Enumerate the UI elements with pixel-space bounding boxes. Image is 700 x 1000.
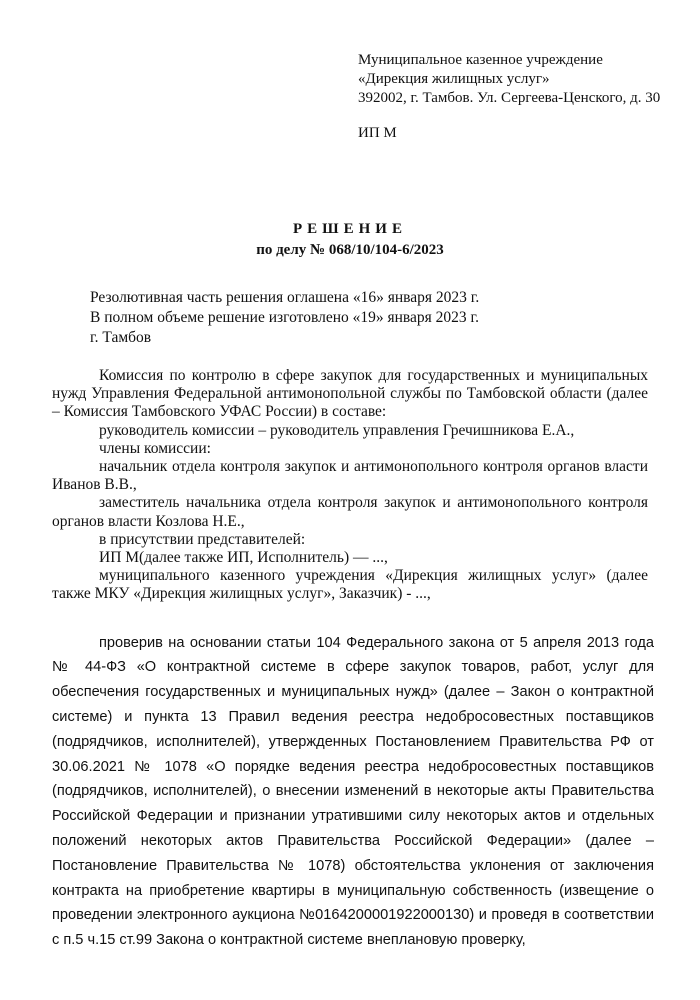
addressee-org-type: Муниципальное казенное учреждение	[358, 52, 603, 68]
addressee-block	[358, 51, 660, 143]
customer-representative: муниципального казенного учреждения «Дирекция жилищных услуг» (далее также МКУ «Дирекция жилищных услуг», Заказчик) - ...,	[52, 567, 648, 603]
ip-representative: ИП М(далее также ИП, Исполнитель) — ...,	[99, 549, 388, 567]
chair-line: руководитель комиссии – руководитель управления Гречишникова Е.А.,	[99, 421, 575, 439]
title-block	[0, 218, 700, 260]
addressee-spacer	[358, 108, 660, 124]
members-label: члены комиссии:	[99, 439, 211, 457]
presence-label: в присутствии представителей:	[99, 530, 306, 548]
announced-date-line: Резолютивная часть решения оглашена «16» января 2023 г.	[90, 289, 480, 306]
member-1: начальник отдела контроля закупок и антимонопольного контроля органов власти Иванов В.В.,	[52, 458, 648, 494]
case-number: по делу № 068/10/104-6/2023	[256, 242, 444, 258]
full-decision-date-line: В полном объеме решение изготовлено «19» января 2023 г.	[90, 309, 480, 326]
verification-paragraph: проверив на основании статьи 104 Федерального закона от 5 апреля 2013 года № 44-ФЗ «О контрактной системе в сфере закупок товаров, работ, услуг для обеспечения государственных и муниципальных нужд» (далее – Закон о контрактной системе) и пункта 13 Правил ведения реестра недобросовестных поставщиков (подрядчиков, исполнителей), утвержденных Постановлением Правительства РФ от 30.06.2021 № 1078 «О порядке ведения реестра недобросовестных поставщиков (подрядчиков, исполнителей), о внесении изменений в некоторые акты Правительства Российской Федерации и признании утратившими силу некоторых актов и отдельных положений некоторых актов Правительства Российской Федерации» (далее – Постановление Правительства № 1078) обстоятельства уклонения от заключения контракта на приобретение квартиры в муниципальную собственность (извещение о проведении электронного аукциона №0164200001922000130) и проведя в соответствии с п.5 ч.15 ст.99 Закона о контрактной системе внеплановую проверку,	[52, 634, 654, 949]
addressee-ip: ИП М	[358, 125, 397, 141]
city-line: г. Тамбов	[90, 329, 152, 346]
addressee-org-name: «Дирекция жилищных услуг»	[358, 71, 550, 87]
document-title: РЕШЕНИЕ	[293, 221, 407, 237]
addressee-address: 392002, г. Тамбов. Ул. Сергеева-Ценского, д. 30	[358, 90, 661, 106]
decision-body	[52, 367, 648, 604]
commission-paragraph: Комиссия по контролю в сфере закупок для государственных и муниципальных нужд Управления Федеральной антимонопольной службы по Тамбовской области (далее – Комиссия Тамбовского УФАС России) в составе:	[52, 367, 648, 421]
member-2: заместитель начальника отдела контроля закупок и антимонопольного контроля органов власти Козлова Н.Е.,	[52, 494, 648, 530]
decision-meta	[90, 288, 479, 348]
